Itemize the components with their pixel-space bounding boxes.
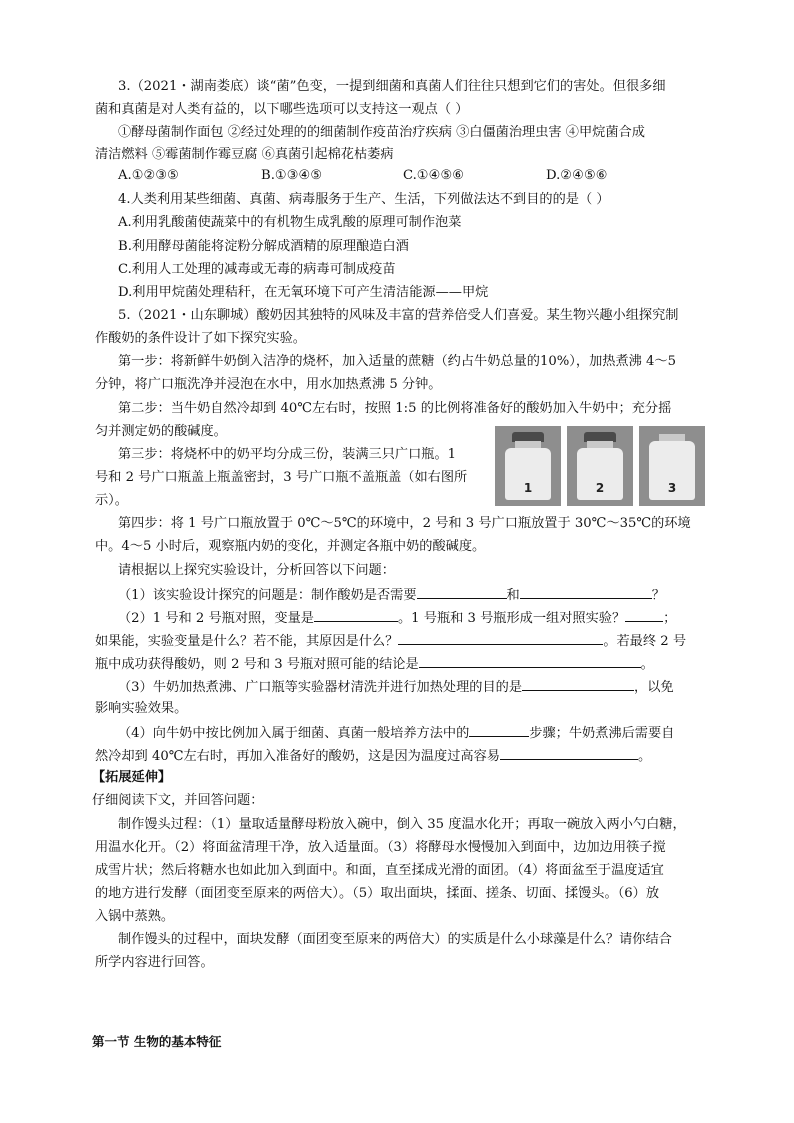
q5-step1-line2: 分钟，将广口瓶洗净并浸泡在水中，用水加热煮沸 5 分钟。 <box>95 377 442 392</box>
extension-paragraph1-line3: 成雪片状；然后将糖水也如此加入到面中。和面，直至揉成光滑的面团。（4）将面盆至于温度适宜 <box>95 863 664 878</box>
answer-blank[interactable] <box>417 585 507 599</box>
q4-stem: 4.人类利用某些细菌、真菌、病毒服务于生产、生活，下列做法达不到目的的是（ ） <box>118 192 610 207</box>
answer-blank[interactable] <box>500 746 638 760</box>
q4-option-c: C.利用人工处理的减毒或无毒的病毒可制成疫苗 <box>118 262 396 277</box>
q5-step4-line2: 中。4～5 小时后，观察瓶内奶的变化，并测定各瓶中奶的酸碱度。 <box>95 539 486 554</box>
jar-photos <box>495 426 706 506</box>
q5-step2-line2: 匀并测定奶的酸碱度。 <box>95 424 227 439</box>
q5-sub2-line2: 如果能，实验变量是什么？若不能，其原因是什么？ 。若最终 2 号 <box>95 631 686 651</box>
q3-option-d: D.②④⑤⑥ <box>546 168 608 183</box>
answer-blank[interactable] <box>398 631 603 645</box>
q5-step3-line1: 第三步：将烧杯中的奶平均分成三份，装满三只广口瓶。1 <box>118 447 457 462</box>
jar-photo-2 <box>567 426 633 506</box>
q3-stem-line1: 3.（2021・湖南娄底）谈“菌”色变，一提到细菌和真菌人们往往只想到它们的害处。但很多细 <box>118 79 666 94</box>
answer-blank[interactable] <box>520 585 652 599</box>
q5-step1-line1: 第一步：将新鲜牛奶倒入洁净的烧杯，加入适量的蔗糖（约占牛奶总量的10%），加热煮沸 4～5 <box>118 354 676 369</box>
q5-step3-line2: 号和 2 号广口瓶盖上瓶盖密封，3 号广口瓶不盖瓶盖（如右图所 <box>95 470 468 485</box>
q5-step3-line3: 示）。 <box>95 493 128 508</box>
extension-paragraph1-line1: 制作馒头过程：（1）量取适量酵母粉放入碗中，倒入 35 度温水化开；再取一碗放入两小勺白糖， <box>118 817 686 832</box>
jar-label: 2 <box>595 481 605 495</box>
section-title: 第一节 生物的基本特征 <box>92 1034 222 1049</box>
q5-sub2-line1: （2）1 号和 2 号瓶对照，变量是 。1 号瓶和 3 号瓶形成一组对照实验？ ； <box>118 608 676 628</box>
q5-sub2-line3: 瓶中成功获得酸奶，则 2 号和 3 号瓶对照可能的结论是 。 <box>95 654 654 674</box>
answer-blank[interactable] <box>625 608 663 622</box>
q5-sub4-line1: （4）向牛奶中按比例加入属于细菌、真菌一般培养方法中的 步骤；牛奶煮沸后需要自 <box>118 723 674 743</box>
jar-photo-1 <box>495 426 561 506</box>
answer-blank[interactable] <box>314 608 398 622</box>
answer-blank[interactable] <box>469 723 529 737</box>
q5-stem-line2: 作酸奶的条件设计了如下探究实验。 <box>95 331 306 346</box>
answer-blank[interactable] <box>522 677 634 691</box>
q3-options <box>118 168 678 186</box>
q5-sub3-line2: 影响实验效果。 <box>95 701 188 716</box>
extension-paragraph2-line2: 所学内容进行回答。 <box>95 955 214 970</box>
q3-items-line1: ①酵母菌制作面包 ②经过处理的的细菌制作疫苗治疗疾病 ③白僵菌治理虫害 ④甲烷菌合成 <box>118 125 645 140</box>
q5-stem-line1: 5.（2021・山东聊城）酸奶因其独特的风味及丰富的营养倍受人们喜爱。某生物兴趣小组探究制 <box>118 308 679 323</box>
extension-paragraph1-line4: 的地方进行发酵（面团变至原来的两倍大）。（5）取出面块，揉面、搓条、切面、揉馒头。（6）放 <box>95 886 660 901</box>
q4-option-b: B.利用酵母菌能将淀粉分解成酒精的原理酿造白酒 <box>118 239 409 254</box>
extension-paragraph1-line2: 用温水化开。（2）将面盆清理干净，放入适量面。（3）将酵母水慢慢加入到面中，边加边用筷子搅 <box>95 840 666 855</box>
q5-sub1: （1）该实验设计探究的问题是：制作酸奶是否需要 和 ？ <box>118 585 665 605</box>
q3-option-b: B.①③④⑤ <box>261 168 323 183</box>
q5-sub4-line2: 然冷却到 40℃左右时，再加入准备好的酸奶，这是因为温度过高容易 。 <box>95 746 651 766</box>
q5-step2-line1: 第二步：当牛奶自然冷却到 40℃左右时，按照 1:5 的比例将准备好的酸奶加入牛奶中；充分摇 <box>118 401 672 416</box>
q5-sub3-line1: （3）牛奶加热煮沸、广口瓶等实验器材清洗并进行加热处理的目的是 ，以免 <box>118 677 674 697</box>
extension-intro: 仔细阅读下文，并回答问题： <box>92 793 264 808</box>
extension-paragraph2-line1: 制作馒头的过程中，面块发酵（面团变至原来的两倍大）的实质是什么小球藻是什么？请你结合 <box>118 932 672 947</box>
jar-label: 1 <box>523 481 533 495</box>
answer-blank[interactable] <box>419 654 641 668</box>
q3-option-c: C.①④⑤⑥ <box>403 168 465 183</box>
q5-prompt: 请根据以上探究实验设计，分析回答以下问题： <box>118 563 395 578</box>
q3-stem-line2: 菌和真菌是对人类有益的，以下哪些选项可以支持这一观点（ ） <box>95 102 469 117</box>
q4-option-a: A.利用乳酸菌使蔬菜中的有机物生成乳酸的原理可制作泡菜 <box>118 215 462 230</box>
q3-items-line2: 清洁燃料 ⑤霉菌制作霉豆腐 ⑥真菌引起棉花枯萎病 <box>95 147 394 162</box>
jar-label: 3 <box>667 481 677 495</box>
q3-option-a: A.①②③⑤ <box>118 168 180 183</box>
extension-paragraph1-line5: 入锅中蒸熟。 <box>95 909 175 924</box>
q4-option-d: D.利用甲烷菌处理秸秆，在无氧环境下可产生清洁能源——甲烷 <box>118 285 489 300</box>
jar-photo-3 <box>639 426 705 506</box>
q5-step4-line1: 第四步：将 1 号广口瓶放置于 0℃～5℃的环境中，2 号和 3 号广口瓶放置于 30℃～35℃的环境 <box>118 516 691 531</box>
extension-heading: 【拓展延伸】 <box>92 770 172 785</box>
